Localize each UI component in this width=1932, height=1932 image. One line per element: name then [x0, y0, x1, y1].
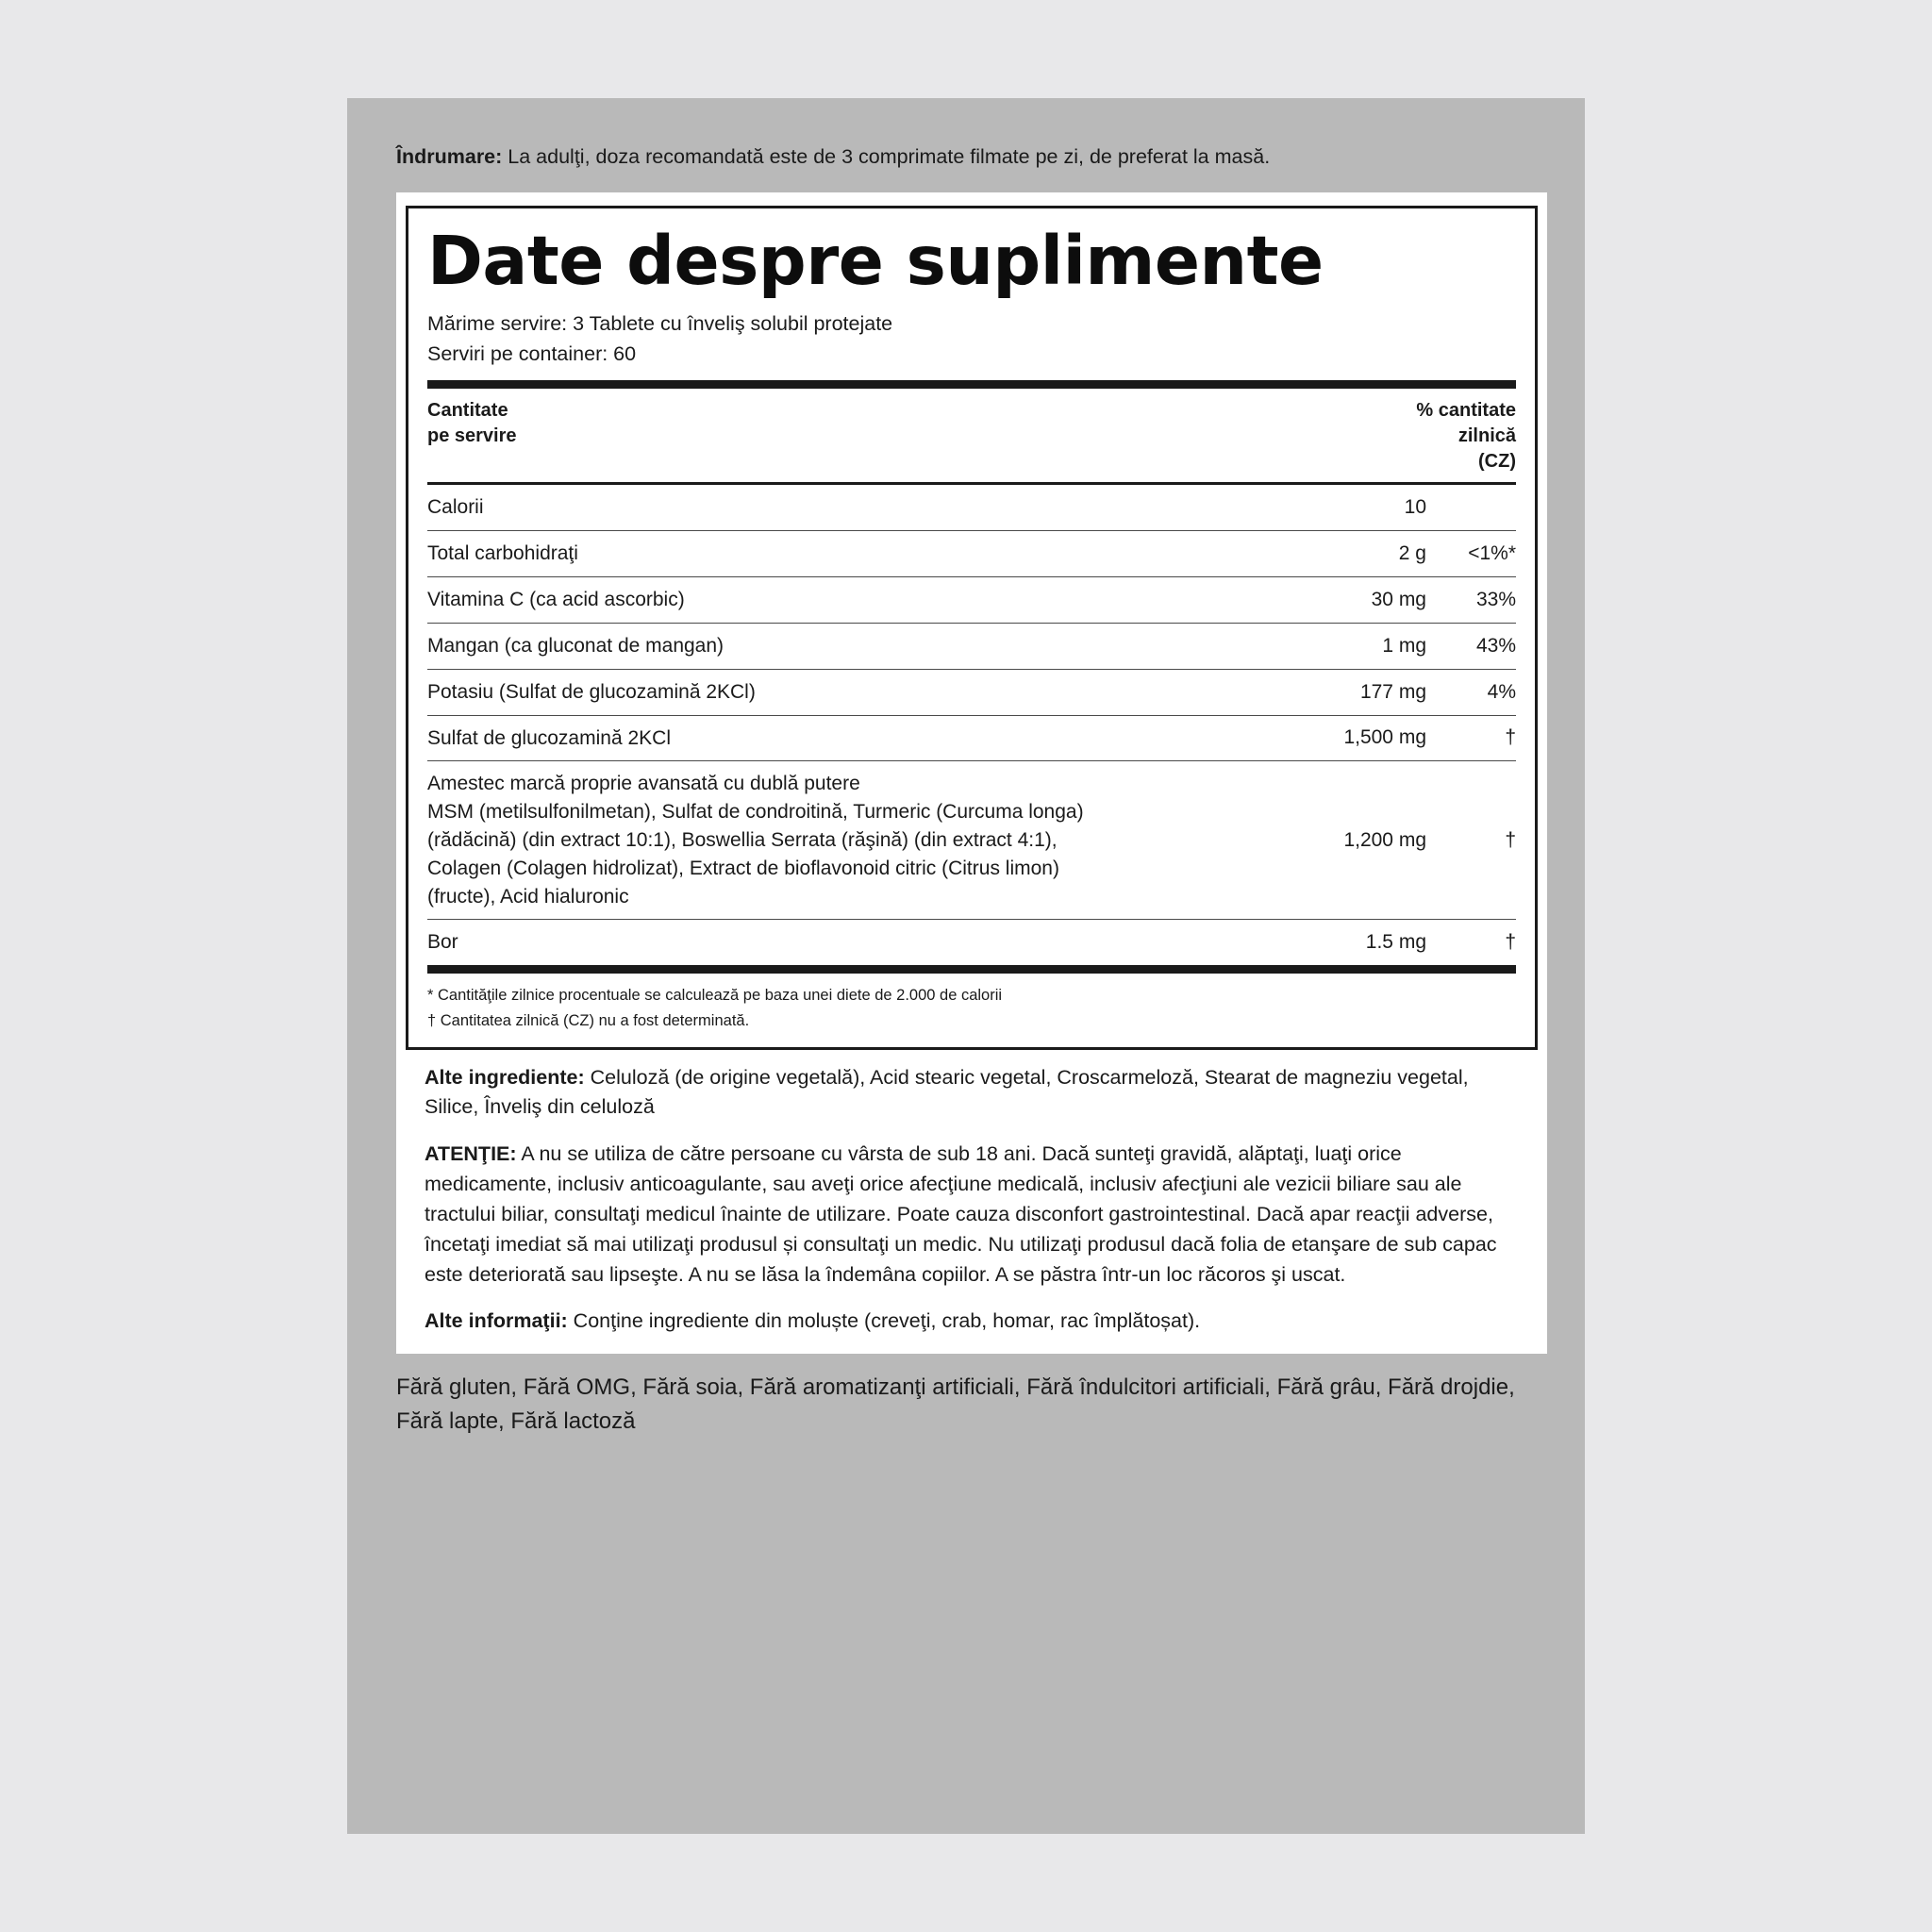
nutrient-daily-value: † [1426, 920, 1516, 965]
free-from-claims: Fără gluten, Fără OMG, Fără soia, Fără aromatizanţi artificiali, Fără îndulcitori artificiali, Fără grâu, Fără drojdie, Fără lapte, Fără lactoză [396, 1374, 1515, 1435]
nutrient-name-line: (rădăcină) (din extract 10:1), Boswellia Serrata (răşină) (din extract 4:1), [427, 828, 1058, 851]
table-row [427, 669, 1516, 715]
amount-header [427, 389, 1516, 482]
table-row [427, 623, 1516, 669]
amount-header-left [427, 398, 517, 475]
nutrient-name-line: (fructe), Acid hialuronic [427, 885, 629, 908]
amount-header-right [1416, 398, 1516, 475]
warning [425, 1140, 1519, 1290]
nutrient-amount: 1,500 mg [1247, 715, 1426, 761]
supplement-facts-box [406, 206, 1538, 1050]
nutrient-amount: 30 mg [1247, 577, 1426, 624]
directions-text: La adulţi, doza recomandată este de 3 comprimate filmate pe zi, de preferat la masă. [502, 145, 1271, 168]
amount-header-left-line2: pe servire [427, 425, 517, 447]
footnote-star: * Cantităţile zilnice procentuale se calculează pe baza unei diete de 2.000 de calorii [427, 987, 1003, 1005]
supplement-label-page [347, 98, 1585, 1834]
nutrient-name: Total carbohidraţi [427, 531, 1247, 577]
nutrient-name: Calorii [427, 484, 1247, 531]
additional-info [425, 1307, 1519, 1337]
amount-header-right-line3: (CZ) [1478, 451, 1516, 473]
nutrition-table [427, 482, 1516, 965]
table-row [427, 715, 1516, 761]
nutrient-name: Bor [427, 920, 1247, 965]
servings-per-container: Serviri pe container: 60 [427, 342, 637, 366]
nutrient-daily-value: 4% [1426, 669, 1516, 715]
nutrient-name: Vitamina C (ca acid ascorbic) [427, 577, 1247, 624]
nutrient-name: Potasiu (Sulfat de glucozamină 2KCl) [427, 669, 1247, 715]
table-row [427, 484, 1516, 531]
nutrient-daily-value: <1%* [1426, 531, 1516, 577]
nutrient-amount: 1,200 mg [1247, 761, 1426, 920]
nutrient-name [427, 761, 1247, 920]
table-row [427, 531, 1516, 577]
warning-label: ATENŢIE: [425, 1142, 517, 1166]
directions-label: Îndrumare: [396, 145, 503, 168]
warning-text: A nu se utiliza de către persoane cu vârsta de sub 18 ani. Dacă sunteţi gravidă, alăptaţi, luaţi orice medicamente, inclusiv anticoagulante, sau aveţi orice afecţiune medicală, inclusiv afecţiuni ale vezicii biliare sau ale tractului biliar, consultaţi medicul înainte de utilizare. Poate cauza disconfort gastrointestinal. Dacă apar reacţii adverse, încetaţi imediat să mai utilizaţi produsul și consultaţi un medic. Nu utilizaţi produsul dacă folia de etanşare de sub capac este deteriorată sau lipseşte. A nu se lăsa la îndemâna copiilor. A se păstra într-un loc răcoros şi uscat. [425, 1142, 1497, 1286]
divider-thick-top [427, 380, 1516, 389]
nutrient-name: Mangan (ca gluconat de mangan) [427, 623, 1247, 669]
directions-line [396, 143, 1547, 171]
nutrient-daily-value [1426, 484, 1516, 531]
nutrient-daily-value: † [1426, 715, 1516, 761]
amount-header-right-line2: zilnică [1457, 425, 1516, 447]
table-row [427, 577, 1516, 624]
supplement-facts-panel [396, 192, 1547, 1354]
nutrient-daily-value: † [1426, 761, 1516, 920]
nutrient-amount: 1.5 mg [1247, 920, 1426, 965]
nutrient-name-line: MSM (metilsulfonilmetan), Sulfat de condroitină, Turmeric (Curcuma longa) [427, 801, 1084, 824]
additional-info-text: Conţine ingrediente din moluște (creveţi, crab, homar, rac împlătoșat). [567, 1309, 1201, 1333]
panel-title: Date despre suplimente [427, 222, 1324, 300]
nutrient-name: Sulfat de glucozamină 2KCl [427, 715, 1247, 761]
nutrient-amount: 177 mg [1247, 669, 1426, 715]
nutrient-amount: 2 g [1247, 531, 1426, 577]
nutrient-amount: 1 mg [1247, 623, 1426, 669]
nutrient-daily-value: 43% [1426, 623, 1516, 669]
nutrient-name-line: Amestec marcă proprie avansată cu dublă putere [427, 773, 860, 795]
amount-header-right-line1: % cantitate [1416, 400, 1516, 422]
serving-size: Mărime servire: 3 Tablete cu înveliş solubil protejate [427, 311, 893, 335]
other-ingredients-label: Alte ingrediente: [425, 1065, 585, 1089]
divider-thick-bottom [427, 965, 1516, 974]
other-info-block [396, 1050, 1547, 1338]
footnotes [427, 974, 1516, 1033]
nutrient-amount: 10 [1247, 484, 1426, 531]
other-ingredients [425, 1063, 1519, 1124]
table-row [427, 920, 1516, 965]
amount-header-left-line1: Cantitate [427, 400, 508, 422]
other-ingredients-text: Celuloză (de origine vegetală), Acid stearic vegetal, Croscarmeloză, Stearat de magneziu vegetal, Silice, Înveliş din celuloză [425, 1065, 1469, 1119]
nutrient-name-line: Colagen (Colagen hidrolizat), Extract de bioflavonoid citric (Citrus limon) [427, 857, 1059, 879]
nutrient-daily-value: 33% [1426, 577, 1516, 624]
additional-info-label: Alte informaţii: [425, 1309, 568, 1333]
footnote-dagger: † Cantitatea zilnică (CZ) nu a fost determinată. [427, 1011, 750, 1029]
table-row [427, 761, 1516, 920]
